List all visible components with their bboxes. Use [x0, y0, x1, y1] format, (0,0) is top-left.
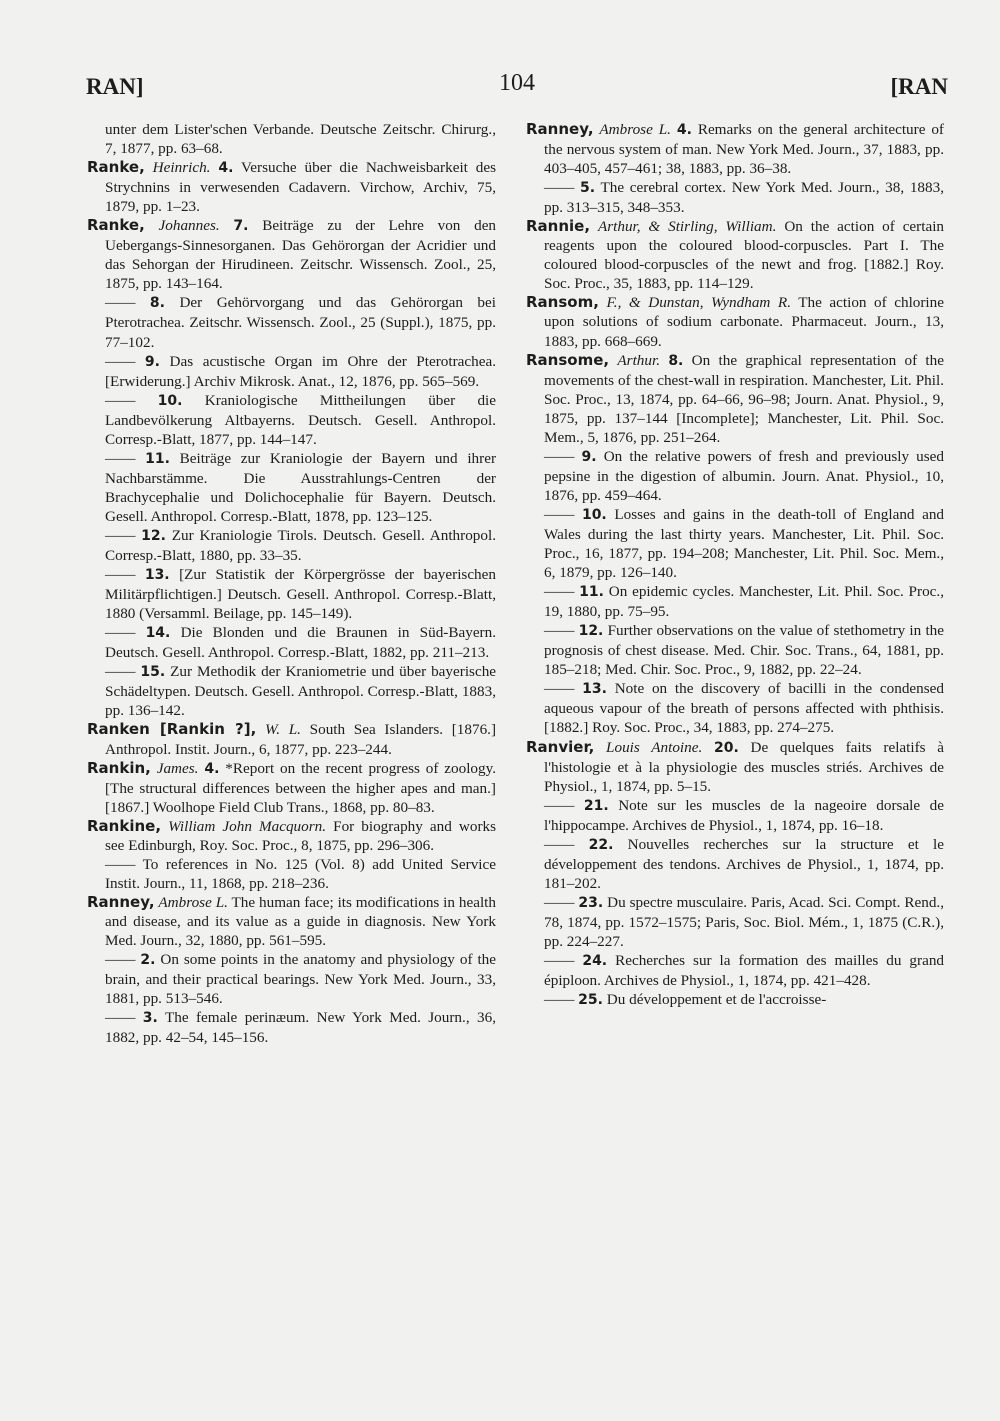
author-given-name: William John Macquorn.	[168, 817, 327, 835]
entry-number: 21.	[583, 797, 609, 814]
author-entry	[526, 217, 944, 293]
entry-dash: ——	[105, 391, 136, 409]
entry-text: Beiträge zur Kraniologie der Bayern und ihrer Nachbarstämme. Die Ausstrahlungs-Centren der Brachycephalie und Dolichocephalie für Bayern. Deutsch. Gesell. Anthropol. Corresp.-Blatt, 1878, pp. 123–125.	[105, 449, 497, 525]
entry-text: On some points in the anatomy and physiology of the brain, and their practical bearings. New York Med. Journ., 33, 1881, pp. 513–546.	[105, 951, 497, 1008]
entry-text: Note sur les muscles de la nageoire dorsale de l'hippocampe. Archives de Physiol., 1, 1874, pp. 16–18.	[544, 796, 944, 834]
entry-text: De quelques faits relatifs à l'histologie et à la physiologie des muscles striés. Archives de Physiol., 1, 1874, pp. 5–15.	[544, 738, 945, 795]
entry-dash: ——	[544, 835, 575, 853]
entry-dash: ——	[105, 526, 136, 544]
entry-number: 13.	[144, 567, 170, 584]
author-entry	[87, 759, 496, 817]
entry-number: 4.	[676, 122, 692, 138]
entry-number: 9.	[581, 448, 597, 465]
sub-entry	[526, 835, 944, 893]
entry-text: South Sea Islanders. [1876.] Anthropol. Instit. Journ., 6, 1877, pp. 223–244.	[105, 721, 497, 758]
entry-text: On the action of certain reagents upon the coloured blood-corpuscles. Part I. The coloured blood-corpuscles of the newt and frog. [1882.] Roy. Soc. Proc., 35, 1883, pp. 114–129.	[544, 218, 945, 293]
entry-number: 12.	[141, 527, 166, 544]
author-given-name: Ambrose L.	[599, 121, 671, 138]
entry-text: For biography and works see Edinburgh, Roy. Soc. Proc., 8, 1875, pp. 296–306.	[105, 817, 497, 854]
sub-entry	[526, 447, 944, 505]
entry-text: Kraniologische Mittheilungen über die Landbevölkerung Altbayerns. Deutsch. Gesell. Anthropol. Corresp.-Blatt, 1877, pp. 144–147.	[105, 391, 497, 448]
entry-number: 24.	[582, 953, 608, 970]
entry-number: 8.	[149, 295, 165, 312]
author-surname: Ranke,	[87, 158, 145, 177]
entry-dash: ——	[544, 447, 575, 465]
entry-dash: ——	[544, 179, 575, 197]
entry-number: 11.	[579, 584, 604, 601]
entry-number: 3.	[142, 1010, 158, 1027]
author-given-name: James.	[156, 759, 199, 777]
author-surname: Ransom,	[526, 293, 599, 312]
entry-text: Beiträge zu der Lehre von den Uebergangs-Sinnesorganen. Das Gehörorgan der Acridier und das Sehorgan der Hirudineen. Zeitschr. Wissensch. Zool., 25, 1875, pp. 143–164.	[105, 217, 497, 293]
page-number: 104	[499, 70, 535, 96]
entry-number: 23.	[578, 894, 604, 911]
author-surname: Ranney,	[87, 892, 155, 911]
author-entry	[87, 720, 496, 758]
author-surname: Rannie,	[526, 217, 591, 236]
entry-text: The human face; its modifications in health and disease, and its value as a guide in diagnosis. New York Med. Journ., 32, 1880, pp. 561–595.	[105, 893, 496, 949]
author-entry	[87, 158, 496, 216]
entry-text: Nouvelles recherches sur la structure et le développement des tendons. Archives de Physiol., 1, 1874, pp. 181–202.	[544, 835, 945, 892]
entry-text: Zur Kraniologie Tirols. Deutsch. Gesell. Anthropol. Corresp.-Blatt, 1880, pp. 33–35.	[105, 526, 497, 565]
sub-entry	[526, 990, 944, 1010]
author-surname: Ranke,	[87, 216, 145, 235]
entry-number: 11.	[145, 450, 170, 467]
entry-dash: ——	[544, 991, 575, 1009]
entry-dash: ——	[544, 952, 575, 970]
entry-dash: ——	[105, 951, 136, 969]
entry-text: unter dem Lister'schen Verbande. Deutsche Zeitschr. Chirurg., 7, 1877, pp. 63–68.	[105, 121, 496, 158]
entry-text: Recherches sur la formation des mailles du grand épiploon. Archives de Physiol., 1, 1874, pp. 421–428.	[544, 952, 945, 990]
entry-text: The action of chlorine upon solutions of sodium carbonate. Pharmaceut. Journ., 13, 1883, pp. 668–669.	[544, 294, 944, 350]
sub-entry	[526, 582, 944, 621]
entry-dash: ——	[544, 680, 575, 698]
author-entry	[526, 351, 944, 447]
entry-text: Losses and gains in the death-toll of England and Wales during the last thirty years. Manchester, Lit. Phil. Soc. Proc., 16, 1877, pp. 194–208; Manchester, Lit. Phil. Soc. Mem., 6, 1879, pp. 126–140.	[544, 505, 945, 582]
entry-number: 20.	[713, 739, 739, 756]
author-surname: Ranney,	[526, 120, 594, 138]
author-entry	[87, 817, 496, 855]
entry-number: 8.	[668, 352, 684, 369]
entry-dash: ——	[105, 624, 136, 642]
entry-text: Du spectre musculaire. Paris, Acad. Sci. Compt. Rend., 78, 1874, pp. 1572–1575; Paris, Soc. Biol. Mém., 1, 1875 (C.R.), pp. 224–227.	[544, 893, 945, 950]
author-surname: Ransome,	[526, 350, 610, 369]
author-given-name: Arthur.	[617, 351, 661, 369]
entry-dash: ——	[544, 796, 575, 814]
sub-entry	[526, 621, 944, 679]
sub-entry	[87, 526, 496, 565]
sub-entry	[87, 391, 496, 449]
header-left: RAN]	[86, 74, 144, 99]
sub-entry	[87, 1008, 496, 1047]
author-entry	[87, 893, 496, 950]
sub-entry	[87, 662, 496, 720]
entry-text: Das acustische Organ im Ohre der Pterotrachea. [Erwiderung.] Archiv Mikrosk. Anat., 12, 1876, pp. 565–569.	[105, 352, 496, 390]
author-entry	[526, 738, 944, 796]
entry-text: On the relative powers of fresh and previously used pepsine in the digestion of albumin. Journ. Anat. Physiol., 10, 1876, pp. 459–464.	[544, 447, 945, 504]
sub-entry	[87, 855, 496, 893]
author-surname: Rankine,	[87, 816, 162, 835]
entry-text: *Report on the recent progress of zoology. [The structural differences between the higher apes and man.] [1867.] Woolhope Field Club Trans., 1868, pp. 80–83.	[105, 759, 497, 816]
sub-entry	[526, 893, 944, 951]
entry-dash: ——	[105, 1009, 136, 1027]
entry-dash: ——	[105, 663, 136, 681]
entry-dash: ——	[105, 352, 136, 370]
sub-entry	[87, 565, 496, 623]
sub-entry	[526, 796, 944, 835]
entry-dash: ——	[544, 505, 575, 523]
entry-text: Die Blonden und die Braunen in Süd-Bayern. Deutsch. Gesell. Anthropol. Corresp.-Blatt, 1882, pp. 211–213.	[105, 624, 497, 662]
sub-entry	[87, 449, 496, 526]
entry-number: 4.	[204, 760, 220, 777]
entry-number: 4.	[218, 160, 234, 177]
entry-number: 25.	[578, 992, 603, 1009]
author-surname: Ranken [Rankin ?],	[87, 720, 257, 739]
author-entry	[526, 120, 944, 178]
sub-entry	[526, 679, 944, 737]
entry-number: 14.	[145, 625, 171, 642]
entry-text: The female perinæum. New York Med. Journ., 36, 1882, pp. 42–54, 145–156.	[105, 1009, 496, 1047]
entry-dash: ——	[544, 893, 575, 911]
author-surname: Rankin,	[87, 758, 151, 777]
entry-dash: ——	[544, 622, 575, 640]
sub-entry	[87, 293, 496, 351]
entry-number: 15.	[140, 664, 166, 681]
entry-text: Remarks on the general architecture of the nervous system of man. New York Med. Journ., 37, 1883, pp. 403–405, 457–461; 38, 1883, pp. 36–38.	[544, 121, 944, 178]
author-given-name: Heinrich.	[152, 159, 211, 177]
entry-number: 22.	[588, 836, 614, 853]
author-entry	[87, 216, 496, 293]
entry-text: The cerebral cortex. New York Med. Journ., 38, 1883, pp. 313–315, 348–353.	[544, 179, 944, 217]
entry-dash: ——	[544, 583, 575, 601]
entry-text: Zur Methodik der Kraniometrie und über bayerische Schädeltypen. Deutsch. Gesell. Anthropol. Corresp.-Blatt, 1883, pp. 136–142.	[105, 663, 497, 720]
running-header	[86, 70, 948, 110]
entry-dash: ——	[105, 294, 136, 312]
sub-entry	[526, 505, 944, 582]
sub-entry	[526, 951, 944, 990]
author-given-name: Louis Antoine.	[606, 738, 703, 756]
sub-entry	[87, 623, 496, 662]
entry-number: 10.	[157, 392, 183, 409]
entry-number: 2.	[140, 952, 156, 969]
sub-entry	[526, 178, 944, 217]
entry-number: 5.	[580, 180, 596, 197]
author-entry	[526, 293, 944, 350]
author-surname: Ranvier,	[526, 737, 595, 756]
entry-dash: ——	[105, 449, 136, 467]
left-column	[87, 120, 496, 1047]
author-given-name: Arthur, & Stirling, William.	[597, 218, 777, 236]
right-column	[526, 120, 944, 1010]
author-given-name: Johannes.	[158, 217, 220, 235]
entry-text: Versuche über die Nachweisbarkeit des Strychnins in verwesenden Cadavern. Virchow, Archiv, 75, 1879, pp. 1–23.	[105, 159, 497, 216]
entry-text: Note on the discovery of bacilli in the condensed aqueous vapour of the breath of persons affected with phthisis. [1882.] Roy. Soc. Proc., 34, 1883, pp. 274–275.	[544, 680, 945, 737]
entry-number: 12.	[578, 623, 604, 640]
entry-dash: ——	[105, 566, 136, 584]
entry-text: Du développement et de l'accroisse-	[606, 991, 827, 1009]
entry-text: To references in No. 125 (Vol. 8) add United Service Instit. Journ., 11, 1868, pp. 218–236.	[105, 855, 496, 892]
entry-number: 10.	[581, 506, 607, 523]
entry-text: [Zur Statistik der Körpergrösse der bayerischen Militärpflichtigen.] Deutsch. Gesell. Anthropol. Corresp.-Blatt, 1880 (Versamml. Beilage, pp. 145–149).	[105, 566, 496, 623]
author-given-name: Ambrose L.	[158, 893, 228, 911]
entry-text: On epidemic cycles. Manchester, Lit. Phil. Soc. Proc., 19, 1880, pp. 75–95.	[544, 583, 944, 621]
entry-number: 13.	[582, 681, 607, 698]
entry-dash: ——	[105, 855, 136, 873]
sub-entry	[87, 352, 496, 391]
author-given-name: W. L.	[264, 721, 301, 739]
sub-entry	[87, 950, 496, 1008]
entry-number: 9.	[144, 353, 160, 370]
entry-text: On the graphical representation of the movements of the chest-wall in respiration. Manchester, Lit. Phil. Soc. Proc., 13, 1874, pp. 64–66, 96–98; Journ. Anat. Physiol., 9, 1875, pp. 137–144 [Incomplete]; Manchester, Lit. Phil. Soc. Mem., 5, 1876, pp. 251–264.	[544, 351, 944, 446]
author-given-name: F., & Dunstan, Wyndham R.	[606, 294, 791, 312]
entry-number: 7.	[233, 218, 249, 235]
sub-entry	[87, 120, 496, 158]
entry-text: Der Gehörvorgang und das Gehörorgan bei Pterotrachea. Zeitschr. Wissensch. Zool., 25 (Suppl.), 1875, pp. 77–102.	[105, 294, 496, 351]
entry-text: Further observations on the value of stethometry in the prognosis of chest disease. Med. Chir. Soc. Trans., 64, 1881, pp. 185–218; Med. Chir. Soc. Proc., 9, 1882, pp. 22–24.	[544, 622, 944, 679]
header-right: [RAN	[890, 74, 948, 99]
